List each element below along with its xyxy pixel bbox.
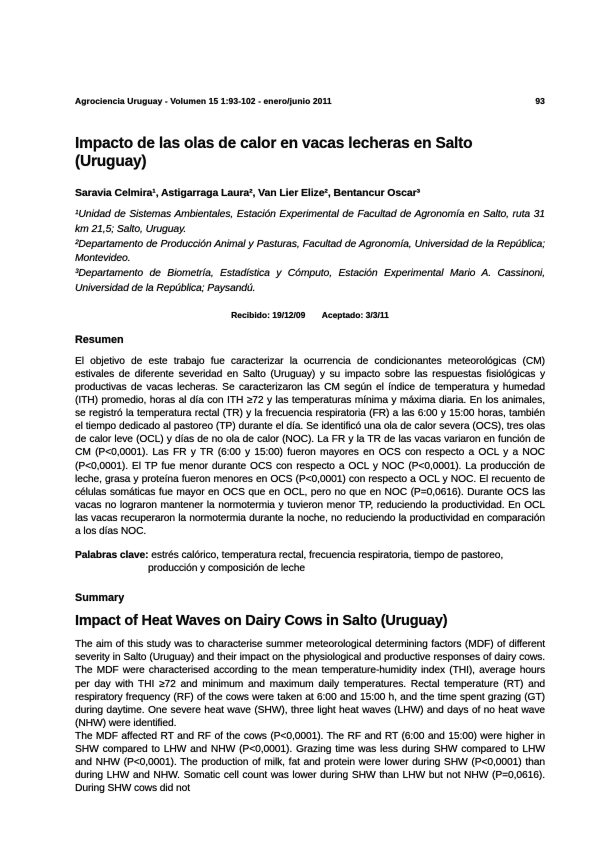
journal-citation: Agrociencia Uruguay - Volumen 15 1:93-102 - enero/junio 2011 xyxy=(75,96,332,106)
keywords-line xyxy=(75,549,545,575)
received-date: Recibido: 19/12/09 xyxy=(231,309,306,320)
authors-line: Saravia Celmira¹, Astigarraga Laura², Van Lier Elize², Bentancur Oscar³ xyxy=(75,187,420,199)
article-title-english: Impact of Heat Waves on Dairy Cows in Salto (Uruguay) xyxy=(75,613,448,630)
affiliation-1: ¹Unidad de Sistemas Ambientales, Estación Experimental de Facultad de Agronomía en Salto, ruta 31 km 21,5; Salto, Uruguay. xyxy=(75,209,545,235)
keywords-label: Palabras clave: xyxy=(75,550,149,562)
affiliation-2: ²Departamento de Producción Animal y Pasturas, Facultad de Agronomía, Universidad de la República; Montevideo. xyxy=(75,238,545,265)
affiliations-block xyxy=(75,208,545,297)
keywords-text: estrés calórico, temperatura rectal, frecuencia respiratoria, tiempo de pastoreo, producción y composición de leche xyxy=(148,550,504,575)
summary-heading: Summary xyxy=(75,592,125,605)
accepted-date: Aceptado: 3/3/11 xyxy=(321,309,389,320)
affiliation-3: ³Departamento de Biometría, Estadística y Cómputo, Estación Experimental Mario A. Cassinoni, Universidad de la República; Paysandú. xyxy=(75,268,545,294)
resumen-heading: Resumen xyxy=(75,333,124,346)
received-accepted-row xyxy=(75,310,545,320)
summary-paragraph-1: The aim of this study was to characterise summer meteorological determining factors (MDF) of different severity in Salto (Uruguay) and their impact on the physiological and productive responses of dairy cows. The MDF were characterised according to the mean temperature-humidity index (THI), average hours per day with THI ≥72 and minimum and maximum daily temperatures. Rectal temperature (RT) and respiratory frequency (RF) of the cows were taken at 6:00 and 15:00 h, and the time spent grazing (GT) during daytime. One severe heat wave (SHW), three light heat waves (LHW) and days of no heat wave (NHW) were identified. xyxy=(75,639,545,729)
running-head xyxy=(75,96,545,106)
page-number: 93 xyxy=(535,96,545,106)
summary-paragraph-2: The MDF affected RT and RF of the cows (P<0,0001). The RF and RT (6:00 and 15:00) were higher in SHW compared to LHW and NHW (P<0,0001). Grazing time was less during SHW compared to LHW and NHW (P<0,0001). The production of milk, fat and protein were lower during SHW (P<0,0001) than during LHW and NHW. Somatic cell count was lower during SHW than LHW but not NHW (P=0,0616). During SHW cows did not xyxy=(75,730,545,795)
page-content xyxy=(75,96,545,795)
resumen-body: El objetivo de este trabajo fue caracterizar la ocurrencia de condicionantes meteorológicas (CM) estivales de diferente severidad en Salto (Uruguay) y su impacto sobre las respuestas fisiológicas y productivas de vacas lecheras. Se caracterizaron las CM según el índice de temperatura y humedad (ITH) promedio, horas al día con ITH ≥72 y las temperaturas mínima y máxima diaria. En los animales, se registró la temperatura rectal (TR) y la frecuencia respiratoria (FR) a las 6:00 y 15:00 horas, también el tiempo dedicado al pastoreo (TP) durante el día. Se identificó una ola de calor severa (OCS), tres olas de calor leve (OCL) y días de no ola de calor (NOC). La FR y la TR de las vacas variaron en función de CM (P<0,0001). Las FR y TR (6:00 y 15:00) fueron mayores en OCS con respecto a OCL y a NOC (P<0,0001). El TP fue menor durante OCS con respecto a OCL y NOC (P<0,0001). La producción de leche, grasa y proteína fueron menores en OCS (P<0,0001) con respecto a OCL y NOC. El recuento de células somáticas fue mayor en OCS que en OCL, pero no que en NOC (P=0,0616). Durante OCS las vacas no lograron mantener la normotermia y tuvieron menor TP, reduciendo la productividad. En OCL las vacas recuperaron la normotermia durante la noche, no reduciendo la productividad en comparación a los días NOC. xyxy=(75,355,545,537)
article-title-spanish: Impacto de las olas de calor en vacas lecheras en Salto (Uruguay) xyxy=(75,135,473,170)
